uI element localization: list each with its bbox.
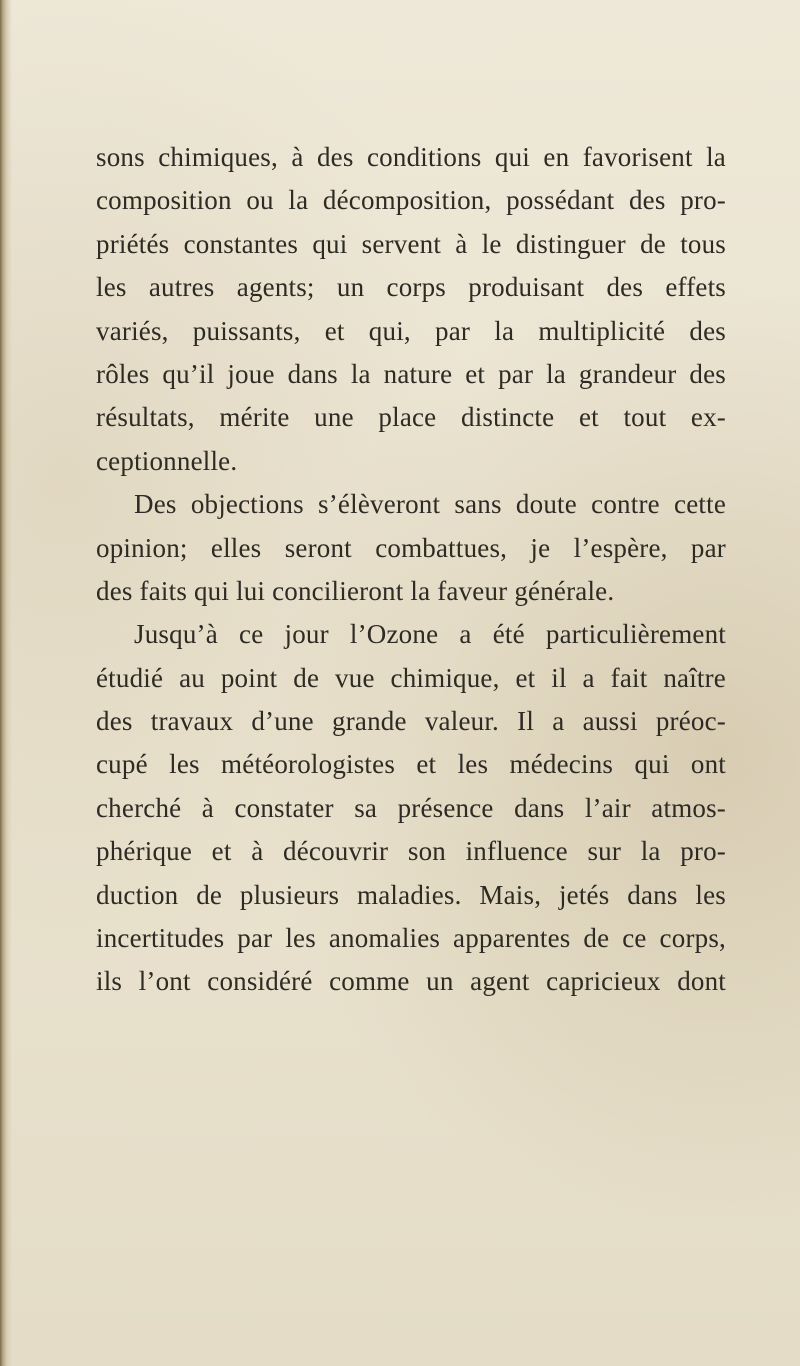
text-line: phérique et à découvrir son influence sur la pro- — [96, 836, 726, 867]
paragraph-end-line: ceptionnelle. — [96, 445, 238, 476]
paragraph-start-line: Des objections s’élèveront sans doute contre cette — [134, 489, 726, 520]
book-gutter-edge — [0, 0, 12, 1366]
text-line: des travaux d’une grande valeur. Il a aussi préoc- — [96, 706, 726, 737]
text-line: cupé les météorologistes et les médecins qui ont — [96, 749, 726, 780]
text-line: les autres agents; un corps produisant des effets — [96, 272, 726, 303]
text-line: composition ou la décomposition, possédant des pro- — [96, 185, 726, 216]
text-line: opinion; elles seront combattues, je l’espère, par — [96, 532, 726, 563]
paragraph-start-line: Jusqu’à ce jour l’Ozone a été particulièrement — [134, 619, 726, 650]
text-line: variés, puissants, et qui, par la multiplicité des — [96, 315, 726, 346]
text-line: résultats, mérite une place distincte et tout ex- — [96, 402, 726, 433]
text-line: cherché à constater sa présence dans l’air atmos- — [96, 792, 726, 823]
text-line: incertitudes par les anomalies apparentes de ce corps, — [96, 923, 726, 954]
text-line: étudié au point de vue chimique, et il a fait naître — [96, 662, 726, 693]
paragraph-end-line: des faits qui lui concilieront la faveur générale. — [96, 575, 615, 606]
text-line: priétés constantes qui servent à le distinguer de tous — [96, 228, 726, 259]
text-line: rôles qu’il joue dans la nature et par la grandeur des — [96, 358, 726, 389]
text-line: ils l’ont considéré comme un agent capricieux dont — [96, 966, 726, 997]
text-line: sons chimiques, à des conditions qui en favorisent la — [96, 142, 726, 172]
text-line: duction de plusieurs maladies. Mais, jetés dans les — [96, 879, 726, 910]
page-body-text — [96, 136, 726, 1004]
